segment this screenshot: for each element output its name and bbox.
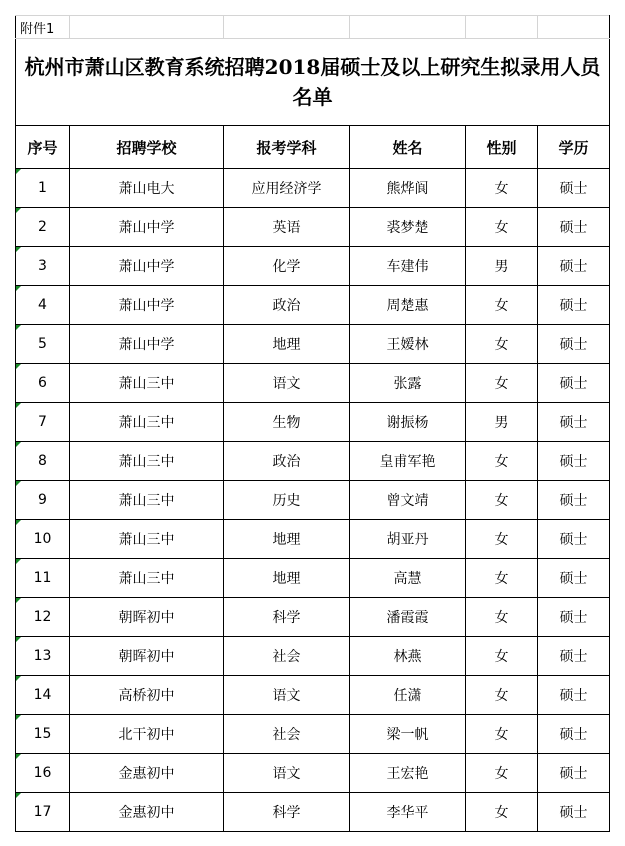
cell-subject[interactable]: 语文 [224, 754, 350, 793]
cell-subject[interactable]: 化学 [224, 247, 350, 286]
cell-subject[interactable]: 政治 [224, 442, 350, 481]
cell-no[interactable]: 16 [16, 754, 70, 793]
table-row [16, 559, 610, 598]
table-row [16, 403, 610, 442]
table-row [16, 364, 610, 403]
candidate-table [15, 15, 610, 832]
cell-gender[interactable]: 女 [466, 208, 538, 247]
cell-gender[interactable]: 男 [466, 247, 538, 286]
cell-degree[interactable]: 硕士 [538, 403, 610, 442]
table-row [16, 286, 610, 325]
header-subject[interactable]: 报考学科 [224, 126, 350, 169]
cell-gender[interactable]: 女 [466, 481, 538, 520]
cell-gender[interactable]: 女 [466, 598, 538, 637]
cell-name[interactable]: 胡亚丹 [350, 520, 466, 559]
cell-school[interactable]: 萧山三中 [70, 559, 224, 598]
cell-no[interactable]: 5 [16, 325, 70, 364]
header-row [16, 126, 610, 169]
cell-name[interactable]: 张露 [350, 364, 466, 403]
cell-school[interactable]: 萧山电大 [70, 169, 224, 208]
cell-name[interactable]: 潘霞霞 [350, 598, 466, 637]
page-title[interactable]: 杭州市萧山区教育系统招聘2018届硕士及以上研究生拟录用人员名单 [16, 39, 610, 126]
cell-school[interactable]: 高桥初中 [70, 676, 224, 715]
cell-name[interactable]: 周楚惠 [350, 286, 466, 325]
cell-no[interactable]: 17 [16, 793, 70, 832]
cell-degree[interactable]: 硕士 [538, 793, 610, 832]
cell-school[interactable]: 朝晖初中 [70, 598, 224, 637]
cell-school[interactable]: 萧山三中 [70, 403, 224, 442]
cell-no[interactable]: 9 [16, 481, 70, 520]
table-row [16, 793, 610, 832]
cell-subject[interactable]: 科学 [224, 793, 350, 832]
annex-label[interactable]: 附件1 [16, 16, 70, 39]
cell-subject[interactable]: 社会 [224, 715, 350, 754]
cell-degree[interactable]: 硕士 [538, 676, 610, 715]
header-school[interactable]: 招聘学校 [70, 126, 224, 169]
cell-degree[interactable]: 硕士 [538, 442, 610, 481]
cell-school[interactable]: 萧山中学 [70, 247, 224, 286]
cell-degree[interactable]: 硕士 [538, 169, 610, 208]
cell-name[interactable]: 曾文靖 [350, 481, 466, 520]
table-row [16, 442, 610, 481]
cell-name[interactable]: 谢振杨 [350, 403, 466, 442]
cell-subject[interactable]: 地理 [224, 559, 350, 598]
cell-gender[interactable]: 女 [466, 715, 538, 754]
cell-gender[interactable]: 女 [466, 169, 538, 208]
table-row [16, 325, 610, 364]
cell-no[interactable]: 6 [16, 364, 70, 403]
title-row [16, 39, 610, 126]
cell-degree[interactable]: 硕士 [538, 598, 610, 637]
cell-no[interactable]: 3 [16, 247, 70, 286]
cell-gender[interactable]: 女 [466, 793, 538, 832]
cell-subject[interactable]: 政治 [224, 286, 350, 325]
cell-no[interactable]: 8 [16, 442, 70, 481]
table-row [16, 247, 610, 286]
table-row [16, 169, 610, 208]
cell-degree[interactable]: 硕士 [538, 637, 610, 676]
cell-degree[interactable]: 硕士 [538, 481, 610, 520]
cell-name[interactable]: 王宏艳 [350, 754, 466, 793]
cell-gender[interactable]: 男 [466, 403, 538, 442]
cell-subject[interactable]: 社会 [224, 637, 350, 676]
table-row [16, 754, 610, 793]
cell-name[interactable]: 高慧 [350, 559, 466, 598]
table-row [16, 637, 610, 676]
cell-gender[interactable]: 女 [466, 754, 538, 793]
table-row [16, 481, 610, 520]
cell-subject[interactable]: 历史 [224, 481, 350, 520]
header-gender[interactable]: 性别 [466, 126, 538, 169]
cell-name[interactable]: 车建伟 [350, 247, 466, 286]
cell-no[interactable]: 2 [16, 208, 70, 247]
table-row [16, 208, 610, 247]
cell-school[interactable]: 萧山中学 [70, 286, 224, 325]
empty-cell[interactable] [224, 16, 350, 39]
cell-no[interactable]: 12 [16, 598, 70, 637]
cell-subject[interactable]: 地理 [224, 325, 350, 364]
cell-no[interactable]: 15 [16, 715, 70, 754]
cell-gender[interactable]: 女 [466, 286, 538, 325]
empty-cell[interactable] [70, 16, 224, 39]
annex-row [16, 16, 610, 39]
cell-name[interactable]: 皇甫军艳 [350, 442, 466, 481]
cell-school[interactable]: 萧山中学 [70, 208, 224, 247]
cell-no[interactable]: 10 [16, 520, 70, 559]
cell-name[interactable]: 任潇 [350, 676, 466, 715]
cell-degree[interactable]: 硕士 [538, 325, 610, 364]
cell-subject[interactable]: 地理 [224, 520, 350, 559]
cell-school[interactable]: 金惠初中 [70, 754, 224, 793]
table-row [16, 520, 610, 559]
cell-no[interactable]: 14 [16, 676, 70, 715]
cell-no[interactable]: 13 [16, 637, 70, 676]
cell-name[interactable]: 梁一帆 [350, 715, 466, 754]
cell-name[interactable]: 熊烨阆 [350, 169, 466, 208]
cell-degree[interactable]: 硕士 [538, 364, 610, 403]
cell-degree[interactable]: 硕士 [538, 247, 610, 286]
empty-cell[interactable] [350, 16, 466, 39]
cell-subject[interactable]: 英语 [224, 208, 350, 247]
cell-school[interactable]: 萧山三中 [70, 364, 224, 403]
cell-degree[interactable]: 硕士 [538, 559, 610, 598]
cell-subject[interactable]: 应用经济学 [224, 169, 350, 208]
table-row [16, 676, 610, 715]
cell-school[interactable]: 朝晖初中 [70, 637, 224, 676]
cell-degree[interactable]: 硕士 [538, 715, 610, 754]
cell-subject[interactable]: 科学 [224, 598, 350, 637]
cell-gender[interactable]: 女 [466, 520, 538, 559]
spreadsheet [15, 15, 609, 832]
cell-gender[interactable]: 女 [466, 637, 538, 676]
cell-subject[interactable]: 语文 [224, 676, 350, 715]
empty-cell[interactable] [538, 16, 610, 39]
cell-name[interactable]: 林燕 [350, 637, 466, 676]
cell-school[interactable]: 金惠初中 [70, 793, 224, 832]
header-name[interactable]: 姓名 [350, 126, 466, 169]
cell-school[interactable]: 萧山三中 [70, 481, 224, 520]
header-degree[interactable]: 学历 [538, 126, 610, 169]
cell-gender[interactable]: 女 [466, 364, 538, 403]
cell-degree[interactable]: 硕士 [538, 286, 610, 325]
cell-name[interactable]: 王嫒林 [350, 325, 466, 364]
cell-gender[interactable]: 女 [466, 559, 538, 598]
cell-school[interactable]: 萧山三中 [70, 520, 224, 559]
cell-gender[interactable]: 女 [466, 442, 538, 481]
header-no[interactable]: 序号 [16, 126, 70, 169]
cell-name[interactable]: 李华平 [350, 793, 466, 832]
cell-gender[interactable]: 女 [466, 676, 538, 715]
cell-subject[interactable]: 语文 [224, 364, 350, 403]
cell-no[interactable]: 11 [16, 559, 70, 598]
cell-school[interactable]: 萧山中学 [70, 325, 224, 364]
cell-no[interactable]: 4 [16, 286, 70, 325]
cell-no[interactable]: 1 [16, 169, 70, 208]
empty-cell[interactable] [466, 16, 538, 39]
table-row [16, 715, 610, 754]
cell-gender[interactable]: 女 [466, 325, 538, 364]
table-row [16, 598, 610, 637]
cell-school[interactable]: 萧山三中 [70, 442, 224, 481]
cell-no[interactable]: 7 [16, 403, 70, 442]
cell-degree[interactable]: 硕士 [538, 208, 610, 247]
cell-degree[interactable]: 硕士 [538, 520, 610, 559]
cell-name[interactable]: 裘梦楚 [350, 208, 466, 247]
cell-degree[interactable]: 硕士 [538, 754, 610, 793]
cell-subject[interactable]: 生物 [224, 403, 350, 442]
cell-school[interactable]: 北干初中 [70, 715, 224, 754]
